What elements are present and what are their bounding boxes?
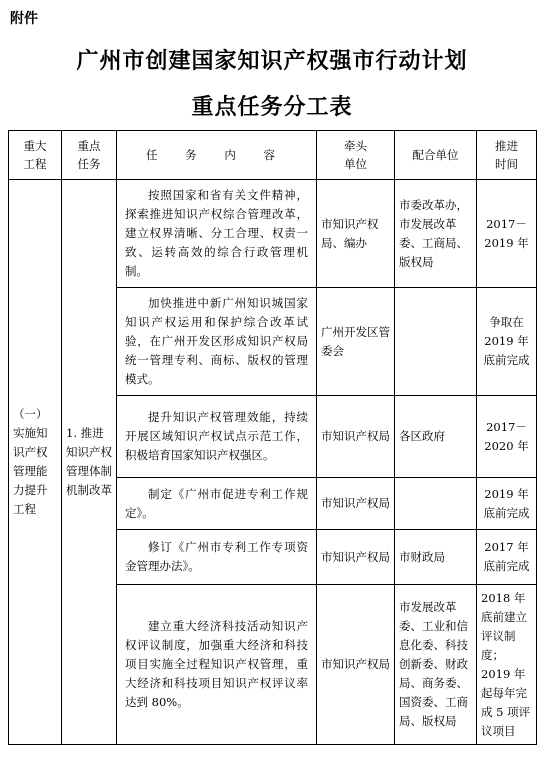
document-subtitle: 重点任务分工表 xyxy=(191,95,353,120)
header-timeline-line2: 时间 xyxy=(495,157,518,171)
header-key-task-line1: 重点 xyxy=(77,139,101,153)
header-lead-line1: 牵头 xyxy=(344,139,367,153)
partner-unit: 各区政府 xyxy=(395,396,477,478)
partner-unit: 市财政局 xyxy=(395,530,477,585)
header-partner: 配合单位 xyxy=(395,131,477,180)
partner-unit xyxy=(395,288,477,396)
project-cell: （一）实施知识产权管理能力提升工程 xyxy=(9,180,62,745)
lead-unit: 市知识产权局 xyxy=(317,585,395,745)
header-project-line2: 工程 xyxy=(23,157,47,171)
partner-unit: 市发展改革委、工业和信息化委、科技创新委、财政局、商务委、国资委、工商局、版权局 xyxy=(395,585,477,745)
timeline: 2018 年底前建立评议制度；2019 年起每年完成 5 项评议项目 xyxy=(477,585,537,745)
header-lead xyxy=(317,131,395,180)
header-timeline xyxy=(477,131,537,180)
task-content: 加快推进中新广州知识城国家知识产权运用和保护综合改革试验，在广州开发区形成知识产权局统一管理专利、商标、版权的管理模式。 xyxy=(117,288,317,396)
task-content: 修订《广州市专利工作专项资金管理办法》。 xyxy=(117,530,317,585)
timeline: 2017 年底前完成 xyxy=(477,530,537,585)
task-table xyxy=(8,130,537,745)
lead-unit: 广州开发区管委会 xyxy=(317,288,395,396)
task-content: 按照国家和省有关文件精神，探索推进知识产权综合管理改革，建立权界清晰、分工合理、权责一致、运转高效的综合行政管理机制。 xyxy=(117,180,317,288)
header-key-task-line2: 任务 xyxy=(77,157,101,171)
header-project xyxy=(9,131,62,180)
lead-unit: 市知识产权局 xyxy=(317,478,395,530)
header-lead-line2: 单位 xyxy=(344,157,367,171)
task-content: 建立重大经济科技活动知识产权评议制度，加强重大经济和科技项目实施全过程知识产权管理，重大经济和科技项目知识产权评议率达到 80%。 xyxy=(117,585,317,745)
task-content: 制定《广州市促进专利工作规定》。 xyxy=(117,478,317,530)
timeline: 2019 年底前完成 xyxy=(477,478,537,530)
table-row xyxy=(9,180,537,288)
partner-unit: 市委改革办，市发展改革委、工商局、版权局 xyxy=(395,180,477,288)
annex-label: 附件 xyxy=(10,11,38,27)
lead-unit: 市知识产权局 xyxy=(317,396,395,478)
timeline: 争取在2019 年底前完成 xyxy=(477,288,537,396)
lead-unit: 市知识产权局 xyxy=(317,530,395,585)
timeline: 2017－2020 年 xyxy=(477,396,537,478)
task-content: 提升知识产权管理效能，持续开展区域知识产权试点示范工作，积极培育国家知识产权强区。 xyxy=(117,396,317,478)
header-content: 任 务 内 容 xyxy=(117,131,317,180)
header-key-task xyxy=(62,131,117,180)
lead-unit: 市知识产权局、编办 xyxy=(317,180,395,288)
table-header-row xyxy=(9,131,537,180)
partner-unit xyxy=(395,478,477,530)
timeline: 2017－2019 年 xyxy=(477,180,537,288)
header-timeline-line1: 推进 xyxy=(495,139,518,153)
key-task-cell: 1. 推进知识产权管理体制机制改革 xyxy=(62,180,117,745)
document-title: 广州市创建国家知识产权强市行动计划 xyxy=(76,49,468,74)
header-project-line1: 重大 xyxy=(23,139,47,153)
